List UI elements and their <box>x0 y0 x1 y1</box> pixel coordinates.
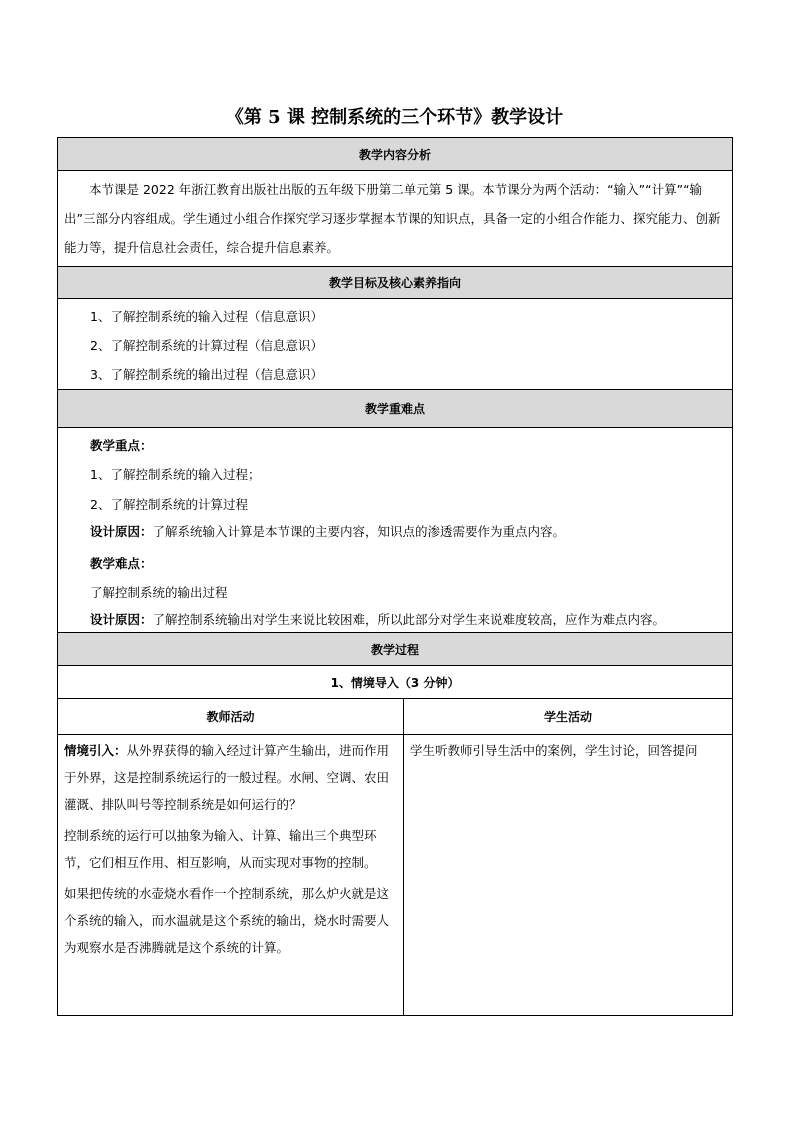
focus-label: 教学重点： <box>90 438 153 453</box>
student-activity-header: 学生活动 <box>404 699 733 735</box>
process-step-title: 1、情境导入（3 分钟） <box>58 666 733 699</box>
objectives-cell <box>58 299 733 390</box>
content-analysis-paragraph: 本节课是 2022 年浙江教育出版社出版的五年级下册第二单元第 5 课。本节课分为两个活动：“输入”“计算”“输出”三部分内容组成。学生通过小组合作探究学习逐步掌握本节课的知识点，具备一定的小组合作能力、探究能力、创新能力等，提升信息社会责任，综合提升信息素养。 <box>64 182 721 255</box>
difficulty-label: 教学难点： <box>90 556 153 571</box>
difficulty-reason <box>58 608 732 632</box>
teacher-paragraph: 如果把传统的水壶烧水看作一个控制系统，那么炉火就是这个系统的输入，而水温就是这个系统的输出，烧水时需要人为观察水是否沸腾就是这个系统的计算。 <box>64 886 390 955</box>
objective-item: 3、了解控制系统的输出过程（信息意识） <box>90 367 323 382</box>
student-activity-text: 学生听教师引导生活中的案例，学生讨论，回答提问 <box>410 743 698 758</box>
content-analysis-header: 教学内容分析 <box>58 138 733 171</box>
key-points-header: 教学重难点 <box>58 390 733 428</box>
focus-reason-label: 设计原因： <box>90 524 153 539</box>
objective-item: 1、了解控制系统的输入过程（信息意识） <box>90 309 323 324</box>
teacher-paragraph: 控制系统的运行可以抽象为输入、计算、输出三个典型环节，它们相互作用、相互影响，从而实现对事物的控制。 <box>64 828 377 870</box>
objectives-header: 教学目标及核心素养指向 <box>58 267 733 299</box>
key-points-cell <box>58 428 733 633</box>
difficulty-reason-label: 设计原因： <box>90 612 153 627</box>
focus-reason-text: 了解系统输入计算是本节课的主要内容，知识点的渗透需要作为重点内容。 <box>152 524 566 539</box>
difficulty-reason-text: 了解控制系统输出对学生来说比较困难，所以此部分对学生来说难度较高，应作为难点内容。 <box>152 612 666 627</box>
focus-reason <box>58 520 732 544</box>
teacher-activity-cell <box>58 735 404 1016</box>
content-analysis-cell <box>58 171 733 267</box>
difficulty-item: 了解控制系统的输出过程 <box>90 585 228 600</box>
teacher-intro-text: 从外界获得的输入经过计算产生输出，进而作用于外界，这是控制系统运行的一般过程。水闸、空调、农田灌溉、排队叫号等控制系统是如何运行的？ <box>64 743 390 812</box>
process-header: 教学过程 <box>58 633 733 666</box>
focus-item: 1、了解控制系统的输入过程； <box>90 467 261 482</box>
teacher-intro <box>58 735 403 820</box>
student-activity-cell <box>404 735 733 1016</box>
objective-item: 2、了解控制系统的计算过程（信息意识） <box>90 338 323 353</box>
focus-item: 2、了解控制系统的计算过程 <box>90 497 248 512</box>
teacher-activity-header: 教师活动 <box>58 699 404 735</box>
lesson-plan-table <box>57 137 733 1016</box>
page-title: 《第 5 课 控制系统的三个环节》教学设计 <box>225 107 564 128</box>
teacher-intro-label: 情境引入： <box>64 743 127 758</box>
